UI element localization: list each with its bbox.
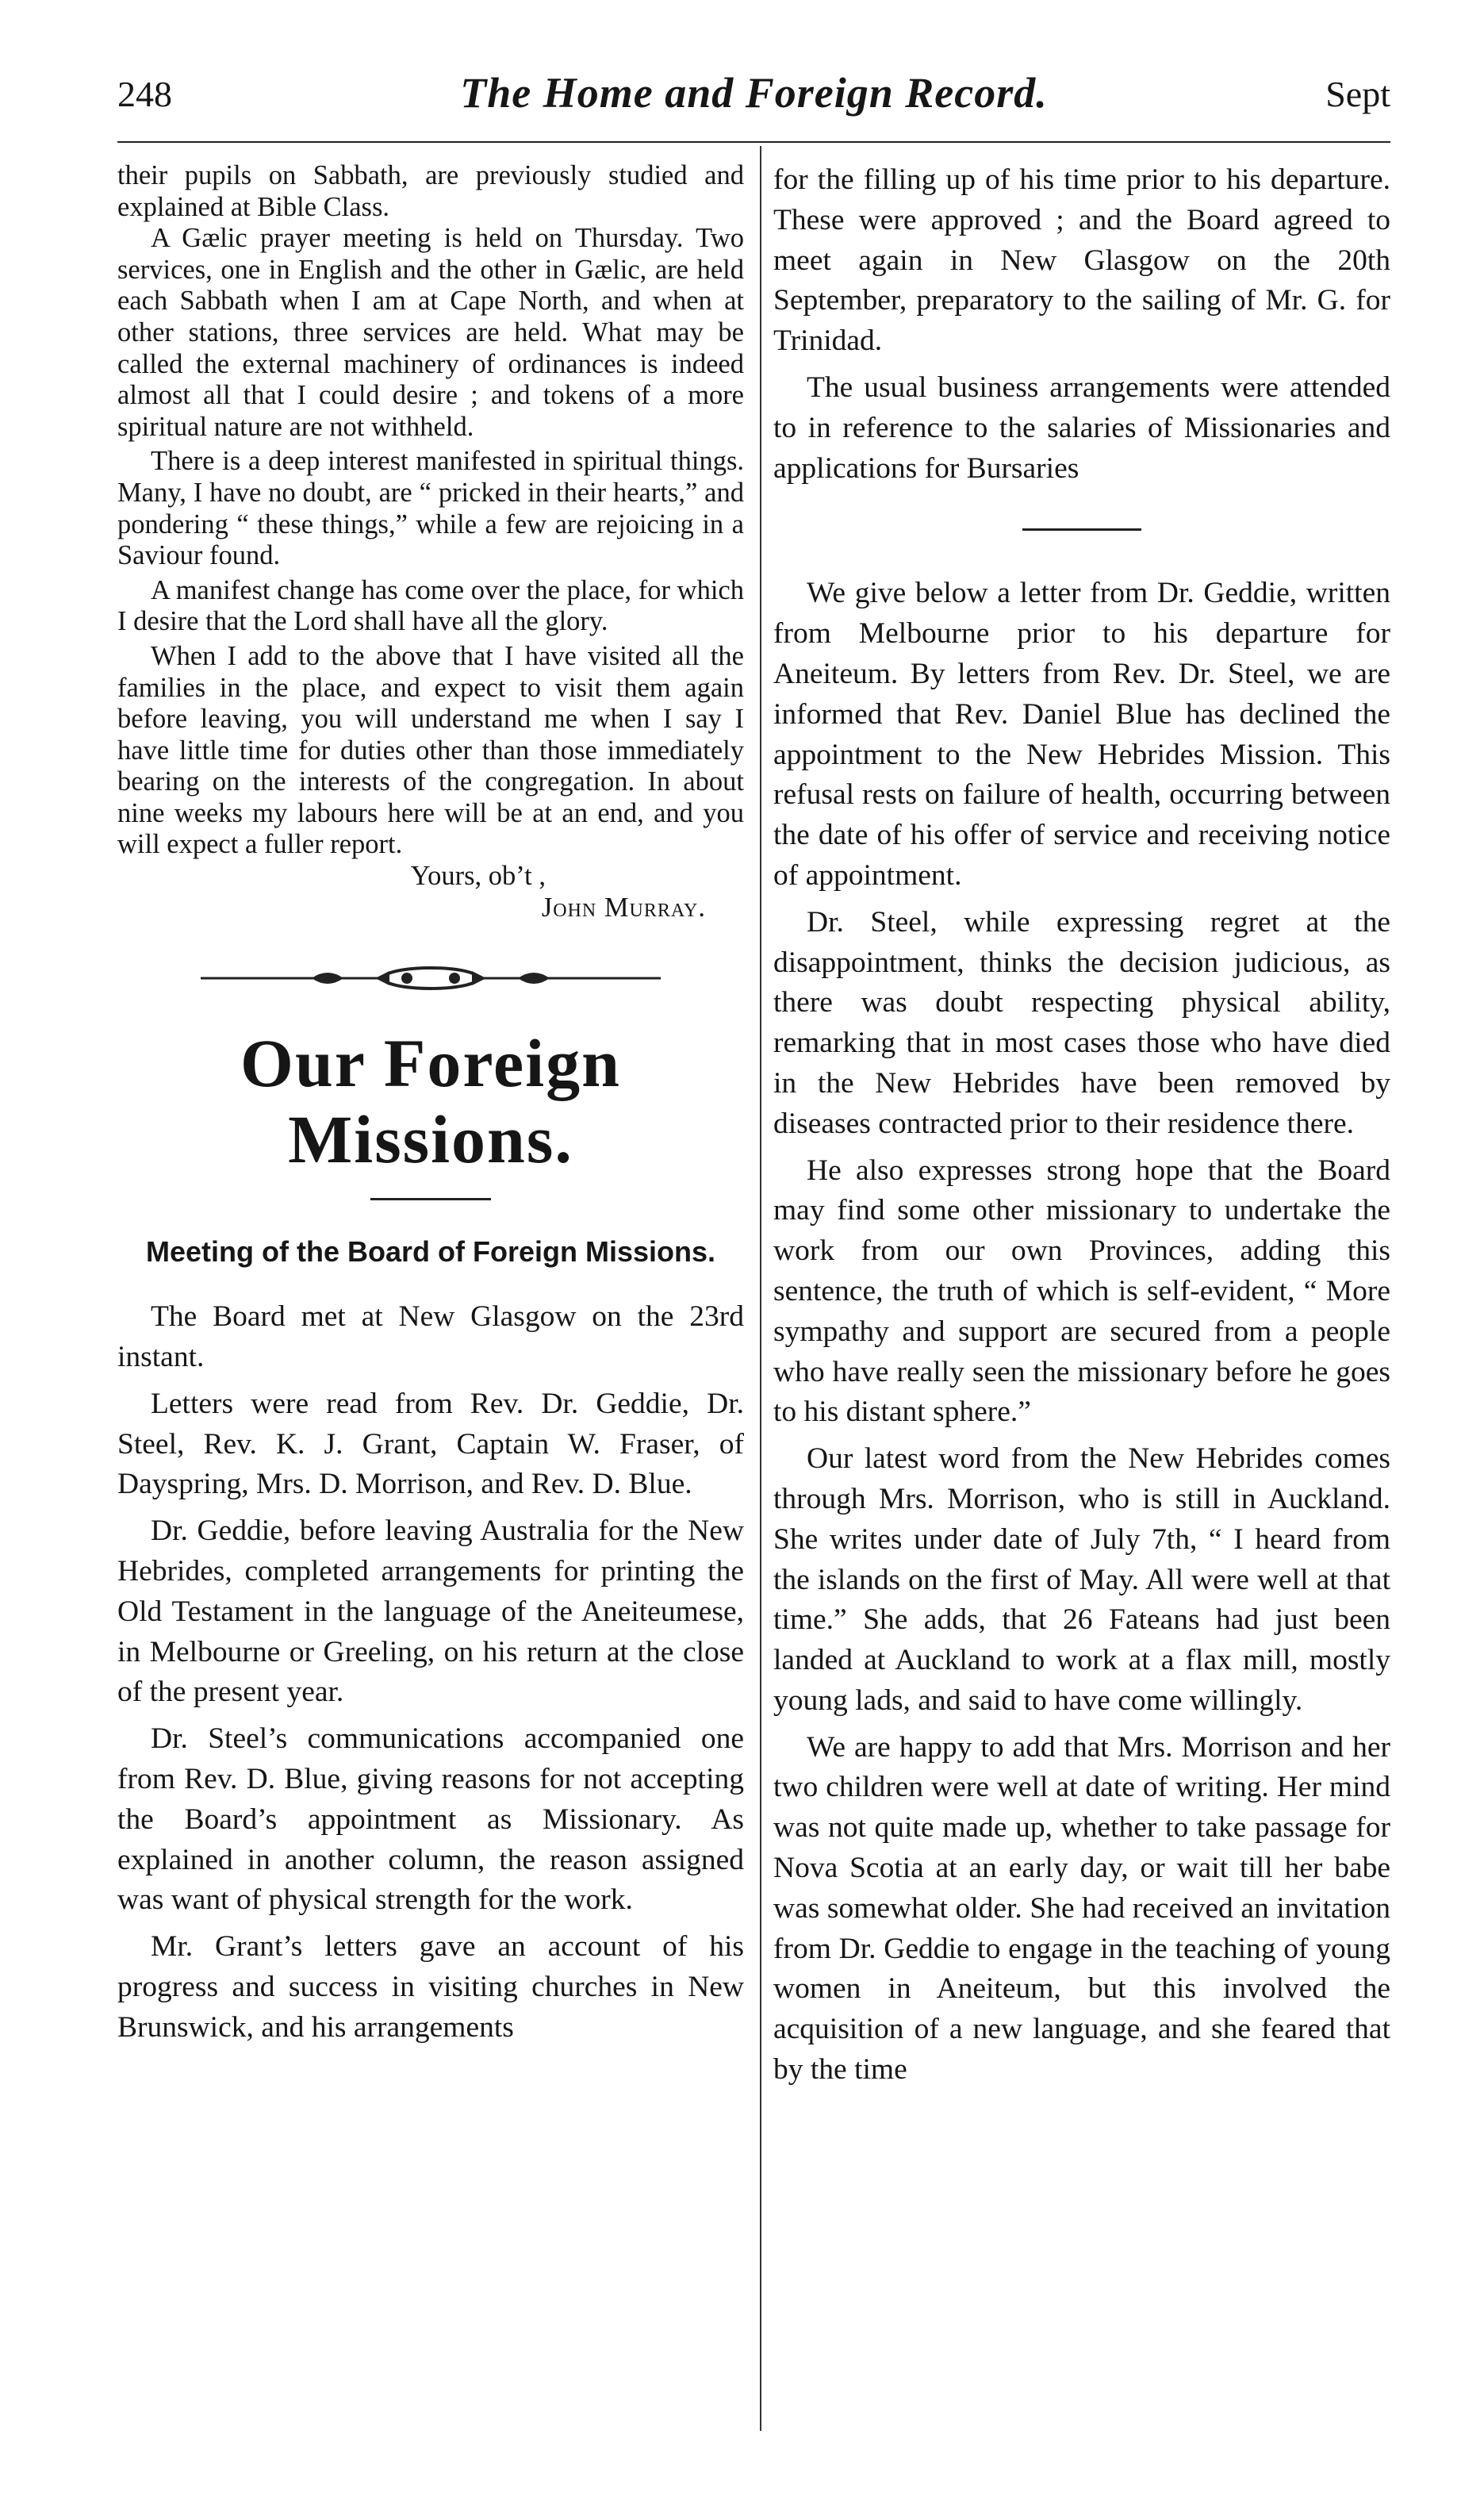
column-divider bbox=[760, 146, 761, 2431]
right-column bbox=[773, 160, 1390, 2090]
article-paragraph: Dr. Geddie, before leaving Australia for the New Hebrides, completed arrangements for printing the Old Testament in the language of the Aneiteumese, in Melbourne or Greeling, on his return at the close of the present year. bbox=[117, 1515, 744, 1709]
news-paragraph: We give below a letter from Dr. Geddie, written from Melbourne prior to his departure for Aneiteum. By letters from Rev. Dr. Steel, we are informed that Rev. Daniel Blue has declined the appointment to the New Hebrides Mission. This refusal rests on failure of health, occurring between the date of his offer of service and receiving notice of appointment. bbox=[773, 577, 1390, 892]
month-label: Sept bbox=[1325, 74, 1390, 114]
article-heading: Meeting of the Board of Foreign Missions. bbox=[145, 1235, 715, 1269]
journal-title: The Home and Foreign Record. bbox=[460, 69, 1048, 117]
article-body bbox=[117, 1297, 744, 2048]
article-paragraph: The Board met at New Glasgow on the 23rd instant. bbox=[117, 1300, 744, 1374]
letter-paragraph: their pupils on Sabbath, are previously studied and explained at Bible Class. bbox=[117, 160, 744, 222]
letter-paragraph: There is a deep interest manifested in spiritual things. Many, I have no doubt, are “ pricked in their hearts,” and pondering “ these things,” while a few are rejoicing in a Saviour found. bbox=[117, 446, 744, 571]
news-paragraph: Our latest word from the New Hebrides comes through Mrs. Morrison, who is still in Auckland. She writes under date of July 7th, “ I heard from the islands on the first of May. All were well at that time.” She adds, that 26 Fateans had just been landed at Auckland to work at a flax mill, mostly young lads, and said to have come willingly. bbox=[773, 1442, 1390, 1717]
letter-paragraph: When I add to the above that I have visited all the families in the place, and expect to visit them again before leaving, you will understand me when I say I have little time for duties other than those immediately bearing on the interests of the congregation. In about nine weeks my labours here will be at an end, and you will expect a fuller report. bbox=[117, 640, 744, 860]
letter-body bbox=[117, 160, 744, 861]
news-paragraph: He also expresses strong hope that the Board may find some other missionary to undertake the work from our own Provinces, adding this sentence, the truth of which is self-evident, “ More sympathy and support are secured from a people who have really seen the missionary before he goes to his distant sphere.” bbox=[773, 1154, 1390, 1429]
news-paragraph: We are happy to add that Mrs. Morrison and her two children were well at date of writing. Her mind was not quite made up, whether to take passage for Nova Scotia at an early day, or wait till her babe was somewhat older. She had received an invitation from Dr. Geddie to engage in the teaching of young women in Aneiteum, but this involved the acquisition of a new language, and she feared that by the time bbox=[773, 1730, 1390, 2087]
page-number: 248 bbox=[117, 74, 172, 114]
letter-paragraph: A manifest change has come over the place, for which I desire that the Lord shall have all the glory. bbox=[117, 574, 744, 637]
ornamental-divider bbox=[193, 965, 669, 992]
header-rule bbox=[117, 141, 1390, 143]
running-head bbox=[117, 69, 1390, 129]
article-paragraph: Letters were read from Rev. Dr. Geddie, Dr. Steel, Rev. K. J. Grant, Captain W. Fraser, of Dayspring, Mrs. D. Morrison, and Rev. D. Blue. bbox=[117, 1387, 744, 1501]
letter-paragraph: A Gælic prayer meeting is held on Thursday. Two services, one in English and the other in Gælic, are held each Sabbath when I am at Cape North, and when at other stations, three services are held. What may be called the external machinery of ordinances is indeed almost all that I could desire ; and tokens of a more spiritual nature are not withheld. bbox=[117, 223, 744, 442]
section-divider bbox=[1022, 528, 1141, 531]
left-column bbox=[117, 160, 744, 2048]
article-paragraph: Dr. Steel’s communications accompanied one from Rev. D. Blue, giving reasons for not accepting the Board’s appointment as Missionary. As explained in another column, the reason assigned was want of physical strength for the work. bbox=[117, 1722, 744, 1917]
title-rule bbox=[370, 1198, 491, 1200]
news-paragraph: Dr. Steel, while expressing regret at the disappointment, thinks the decision judicious, as there was doubt respecting physical ability, remarking that in most cases those who have died in the New Hebrides have been removed by diseases contracted prior to their residence there. bbox=[773, 905, 1390, 1140]
valediction: Yours, ob’t , bbox=[410, 861, 546, 892]
article-paragraph: The usual business arrangements were attended to in reference to the salaries of Missionaries and applications for Bursaries bbox=[773, 370, 1390, 485]
section-title: Our Foreign Missions. bbox=[240, 1025, 621, 1178]
article-paragraph: Mr. Grant’s letters gave an account of his progress and success in visiting churches in New Brunswick, and his arrangements bbox=[117, 1930, 744, 2044]
signature: John Murray. bbox=[541, 892, 706, 923]
letter-closing bbox=[117, 861, 744, 923]
article-paragraph: for the filling up of his time prior to his departure. These were approved ; and the Board agreed to meet again in New Glasgow on the 20th September, preparatory to the sailing of Mr. G. for Trinidad. bbox=[773, 163, 1390, 358]
